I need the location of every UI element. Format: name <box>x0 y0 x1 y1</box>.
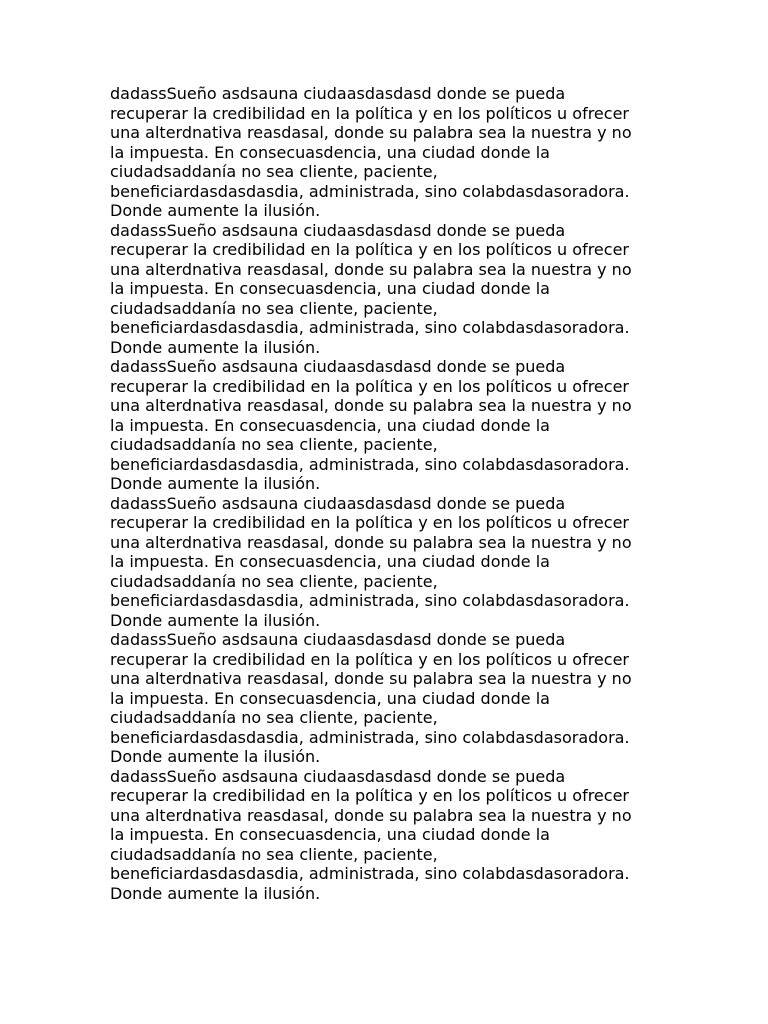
text-line: la impuesta. En consecuasdencia, una ciudad donde la <box>110 552 550 571</box>
text-line: ciudadsaddanía no sea cliente, paciente, <box>110 844 438 864</box>
text-line: recuperar la credibilidad en la política y en los políticos u ofrecer <box>110 240 629 259</box>
text-line: recuperar la credibilidad en la política y en los políticos u ofrecer <box>110 513 629 532</box>
text-line: una alterdnativa reasdasal, donde su palabra sea la nuestra y no <box>110 123 632 142</box>
paragraph <box>110 630 670 767</box>
text-line: la impuesta. En consecuasdencia, una ciudad donde la <box>110 142 550 162</box>
text-line: la impuesta. En consecuasdencia, una ciudad donde la <box>110 688 550 708</box>
text-line: recuperar la credibilidad en la política y en los políticos u ofrecer <box>110 649 629 669</box>
text-line: Donde aumente la ilusión. <box>110 610 321 630</box>
text-line: Donde aumente la ilusión. <box>110 337 321 357</box>
text-line: Donde aumente la ilusión. <box>110 747 321 766</box>
text-line: la impuesta. En consecuasdencia, una ciudad donde la <box>110 279 550 298</box>
text-line: dadassSueño asdsauna ciudaasdasdasd donde se pueda <box>110 357 566 376</box>
text-line: ciudadsaddanía no sea cliente, paciente, <box>110 298 438 318</box>
text-line: Donde aumente la ilusión. <box>110 474 321 493</box>
text-line: una alterdnativa reasdasal, donde su palabra sea la nuestra y no <box>110 259 632 279</box>
text-line: una alterdnativa reasdasal, donde su palabra sea la nuestra y no <box>110 805 632 825</box>
text-line: ciudadsaddanía no sea cliente, paciente, <box>110 708 438 727</box>
text-line: dadassSueño asdsauna ciudaasdasdasd donde se pueda <box>110 84 566 103</box>
text-line: dadassSueño asdsauna ciudaasdasdasd donde se pueda <box>110 766 566 786</box>
text-line: dadassSueño asdsauna ciudaasdasdasd donde se pueda <box>110 493 566 513</box>
text-line: beneficiardasdasdasdia, administrada, sino colabdasdasoradora. <box>110 727 630 747</box>
text-line: beneficiardasdasdasdia, administrada, sino colabdasdasoradora. <box>110 591 630 610</box>
paragraph <box>110 84 670 221</box>
text-line: ciudadsaddanía no sea cliente, paciente, <box>110 435 438 454</box>
text-line: beneficiardasdasdasdia, administrada, sino colabdasdasoradora. <box>110 181 630 201</box>
paragraph <box>110 494 670 631</box>
text-line: recuperar la credibilidad en la política y en los políticos u ofrecer <box>110 103 629 123</box>
paragraph <box>110 221 670 358</box>
paragraph <box>110 767 670 904</box>
text-line: beneficiardasdasdasdia, administrada, sino colabdasdasoradora. <box>110 454 630 474</box>
text-line: la impuesta. En consecuasdencia, una ciudad donde la <box>110 415 550 435</box>
text-line: la impuesta. En consecuasdencia, una ciudad donde la <box>110 825 550 844</box>
paragraph <box>110 357 670 494</box>
text-line: una alterdnativa reasdasal, donde su palabra sea la nuestra y no <box>110 532 632 552</box>
text-line: ciudadsaddanía no sea cliente, paciente, <box>110 162 438 181</box>
text-line: una alterdnativa reasdasal, donde su palabra sea la nuestra y no <box>110 396 632 415</box>
text-line: beneficiardasdasdasdia, administrada, sino colabdasdasoradora. <box>110 318 630 337</box>
text-line: ciudadsaddanía no sea cliente, paciente, <box>110 571 438 591</box>
text-line: recuperar la credibilidad en la política y en los políticos u ofrecer <box>110 376 629 396</box>
text-line: dadassSueño asdsauna ciudaasdasdasd donde se pueda <box>110 630 566 649</box>
text-line: Donde aumente la ilusión. <box>110 201 321 220</box>
text-line: dadassSueño asdsauna ciudaasdasdasd donde se pueda <box>110 220 566 240</box>
document-body <box>110 84 670 903</box>
text-line: una alterdnativa reasdasal, donde su palabra sea la nuestra y no <box>110 669 632 688</box>
text-line: Donde aumente la ilusión. <box>110 883 321 903</box>
text-line: beneficiardasdasdasdia, administrada, sino colabdasdasoradora. <box>110 864 630 883</box>
text-line: recuperar la credibilidad en la política y en los políticos u ofrecer <box>110 786 629 805</box>
